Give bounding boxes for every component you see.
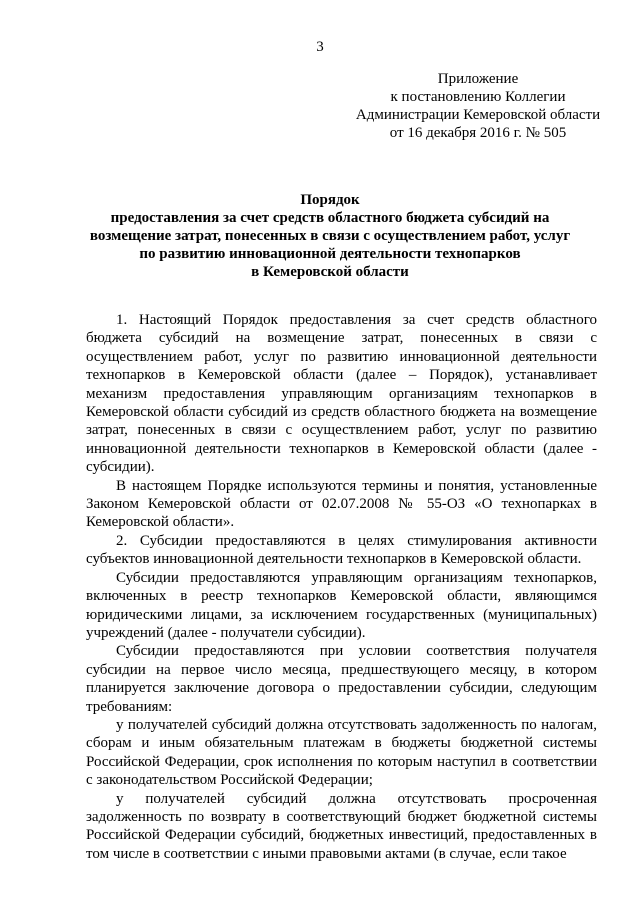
title-line: в Кемеровской области [251, 264, 409, 280]
appendix-line: Администрации Кемеровской области [355, 107, 601, 123]
page-number: 3 [316, 39, 324, 55]
paragraph: Субсидии предоставляются управляющим организациям технопарков, включенных в реестр технопарков Кемеровской области, являющимся юридическими лицами, за исключением государственных (муниципальных) учреждений (далее - получатели субсидии). [86, 569, 597, 641]
paragraph: у получателей субсидий должна отсутствовать просроченная задолженность по возврату в соответствующий бюджет бюджетной системы Российской Федерации субсидий, бюджетных инвестиций, предоставленных в том числе в соответствии с иными правовыми актами (в случае, если такое [86, 790, 597, 862]
paragraph: Субсидии предоставляются при условии соответствия получателя субсидии на первое число месяца, предшествующего месяцу, в котором планируется заключение договора о предоставлении субсидии, следующим требованиям: [86, 643, 597, 715]
appendix-line: к постановлению Коллегии [390, 89, 566, 105]
title-line: по развитию инновационной деятельности технопарков [139, 246, 521, 262]
paragraph: у получателей субсидий должна отсутствовать задолженность по налогам, сборам и иным обязательным платежам в бюджеты бюджетной системы Российской Федерации, срок исполнения по которым наступил в соответствии с законодательством Российской Федерации; [86, 716, 597, 789]
title-line: предоставления за счет средств областного бюджета субсидий на [110, 210, 550, 226]
appendix-line: Приложение [437, 71, 519, 87]
paragraph: 1. Настоящий Порядок предоставления за счет средств областного бюджета субсидий на возмещение затрат, понесенных в связи с осуществлением работ, услуг по развитию инновационной деятельности технопарков в Кемеровской области (далее – Порядок), устанавливает механизм предоставления управляющим организациям технопарков в Кемеровской области субсидий из средств областного бюджета на возмещение затрат, понесенных в связи с осуществлением работ, услуг по развитию инновационной деятельности технопарков в Кемеровской области (далее - субсидии). [86, 312, 597, 476]
document-body [86, 311, 597, 863]
paragraph: В настоящем Порядке используются термины и понятия, установленные Законом Кемеровской области от 02.07.2008 № 55-ОЗ «О технопарках в Кемеровской области». [86, 477, 597, 531]
paragraph: 2. Субсидии предоставляются в целях стимулирования активности субъектов инновационной деятельности технопарков в Кемеровской области. [86, 532, 597, 568]
title-line: Порядок [300, 192, 360, 208]
title-line: возмещение затрат, понесенных в связи с осуществлением работ, услуг [89, 228, 571, 244]
appendix-line: от 16 декабря 2016 г. № 505 [389, 125, 567, 141]
appendix-block [330, 70, 626, 142]
document-title [80, 191, 580, 281]
